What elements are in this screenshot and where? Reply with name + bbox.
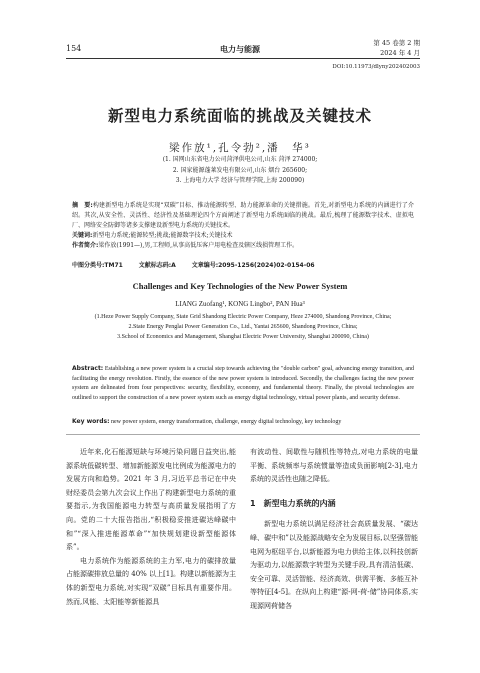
affiliation-en-2: 2.State Energy Penglai Power Generation Co., Ltd., Yantai 265600, Shandong Province, China;: [128, 324, 358, 330]
clc-number: 中图分类号:TM71: [72, 262, 123, 269]
author-bio-text: 梁作放(1991—),男,工程师,从事高低压客户用电检查及辖区线损管理工作。: [98, 242, 299, 249]
affiliation-zh-3: 3. 上海电力大学 经济与管理学院,上海 200090): [175, 177, 305, 184]
title-chinese: 新型电力系统面临的挑战及关键技术: [107, 106, 372, 125]
affiliation-en-3: 3.School of Economics and Management, Shanghai Electric Power University, Shanghai 200090, China): [117, 334, 369, 340]
body-paragraph-continued: 有波动性、间歇性与随机性等特点,对电力系统的电量平衡、系统频率与系统惯量等造成负面影响[2-3],电力系统的灵活性也随之降低。: [250, 448, 418, 484]
classification-meta: [72, 260, 329, 269]
page-number: 154: [66, 44, 82, 53]
authors-english: LIANG Zuofang¹, KONG Lingbo², PAN Hua³: [175, 300, 305, 308]
abstract-chinese: [72, 201, 414, 251]
affiliation-zh-1: (1. 国网山东省电力公司菏泽供电公司,山东 菏泽 274000;: [162, 156, 318, 163]
body-paragraph: 近年来,化石能源短缺与环境污染问题日益突出,能源系统低碳转型、增加新能源发电比例成为能源电力的发展方向和趋势。2021 年 3 月,习近平总书记在中央财经委员会第九次会议上作出了构建新型电力系统的重要指示,为我国能源电力转型与高质量发展指明了方向。党的二十大报告指出,“积极稳妥推进碳达峰碳中和”“深入推进能源革命”“加快规划建设新型能源体系”。: [66, 448, 236, 552]
body-column-left: [66, 446, 236, 609]
abstract-en-label: Abstract:: [72, 365, 104, 372]
journal-name: 电力与能源: [220, 45, 260, 54]
author-bio-label: 作者简介:: [72, 242, 99, 249]
affiliations-english: [72, 312, 414, 342]
volume-issue-line: 第 45 卷第 2 期: [373, 39, 420, 47]
abstract-english: [72, 364, 414, 403]
header-rule: [66, 58, 420, 59]
affiliation-zh-2: 2. 国家能源蓬莱发电有限公司,山东 烟台 265600;: [172, 166, 308, 174]
abstract-zh-text: 构建新型电力系统是实现“双碳”目标、推动能源转型、助力能源革命的关键措施。首先,对新型电力系统的内涵进行了介绍。其次,从安全性、灵活性、经济性及基础理论四个方面阐述了新型电力系统面临的挑战。最后,梳理了能源数字技术、虚拟电厂、网络安全防御等诸多支撑建设新型电力系统的关键技术。: [72, 202, 414, 229]
document-code: 文献标志码:A: [138, 262, 176, 269]
body-paragraph: 电力系统作为能源系统的主力军,电力的碳排放量占能源碳排放总量的 40% 以上[1]。构建以新能源为主体的新型电力系统,对实现“双碳”目标具有重要作用。然而,风能、太阳能等新能源具: [66, 556, 236, 606]
keywords-zh-text: 新型电力系统;能源转型;挑战;能源数字技术;关键技术: [92, 232, 233, 239]
section-heading: 1 新型电力系统的内涵: [250, 498, 336, 508]
issue-date: 2024 年 4 月: [380, 49, 420, 57]
doi[interactable]: DOI:10.11973/dlyny202402003: [332, 64, 420, 70]
article-id: 文章编号:2095-1256(2024)02-0154-06: [191, 262, 315, 269]
affiliation-en-1: (1.Heze Power Supply Company, State Grid Shandong Electric Power Company, Heze 274000, Shandong Province, China;: [94, 314, 392, 320]
keywords-english: [72, 418, 414, 425]
volume-issue: [373, 38, 420, 58]
affiliations-chinese: [0, 155, 480, 187]
abstract-zh-label: 摘 要:: [72, 202, 93, 209]
title-english: Challenges and Key Technologies of the New Power System: [132, 281, 348, 291]
body-paragraph: 新型电力系统以满足经济社会高质量发展、“碳达峰、碳中和”以及能源战略安全为发展目标,以坚强智能电网为枢纽平台,以新能源为电力供给主体,以科技创新为驱动力,以能源数字转型为关键手段,具有清洁低碳、安全可靠、灵活智能、经济高效、供需平衡、多能互补等特征[4-5]。在纵向上构建“源-网-荷-储”协同体系,实现源网荷储各: [250, 520, 418, 610]
abstract-en-text: Establishing a new power system is a crucial step towards achieving the "double carbon" goal, advancing energy transition, and facilitating the energy revolution. Firstly, the essence of the new power system is introduced. Secondly, the challenges facing the new power system are delineated from four perspectives: security, flexibility, economy, and fundamental theory. Finally, the pivotal technologies are outlined to support the construction of a new power system such as energy digital technology, virtual power plants, and security defense.: [72, 366, 414, 401]
keywords-en-text: new power system, energy transformation, challenge, energy digital technology, key technology: [111, 419, 342, 425]
keywords-en-label: Key words:: [72, 418, 110, 425]
body-column-right: [250, 446, 418, 614]
authors-chinese: 梁作放¹,孔令勃²,潘 华³: [169, 142, 311, 154]
keywords-zh-label: 关键词:: [72, 232, 93, 239]
body-divider: [66, 434, 420, 435]
